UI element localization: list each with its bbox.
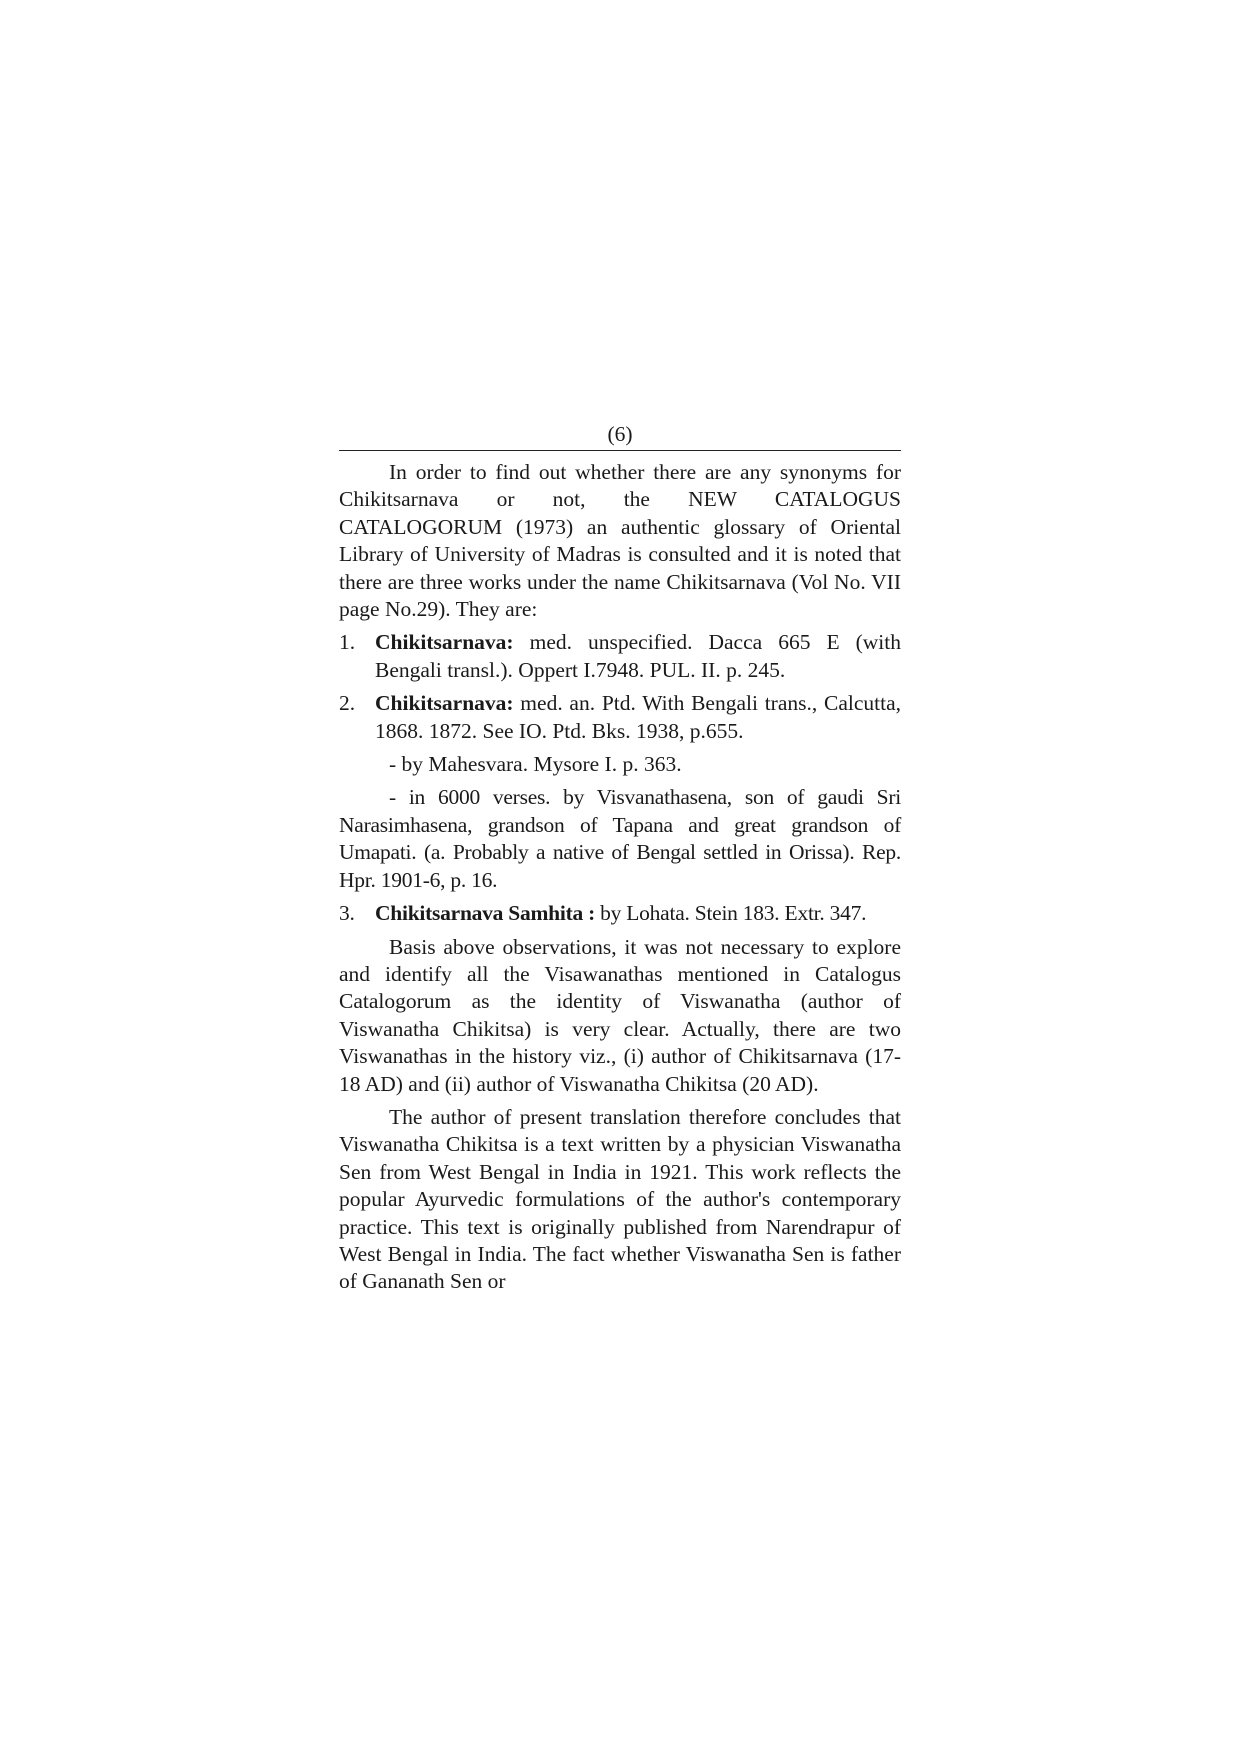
intro-paragraph: In order to find out whether there are any synonyms for Chikitsarnava or not, the NEW CATALOGUS CATALOGORUM (1973) an authentic glossary of Oriental Library of University of Madras is consulted and it is noted that there are three works under the name Chikitsarnava (Vol No. VII page No.29). They are: — [339, 460, 901, 622]
list-item-work-2 — [339, 690, 901, 745]
header-rule — [339, 450, 901, 451]
work-title: Chikitsarnava: — [375, 691, 514, 716]
page-content — [339, 420, 901, 1302]
work-title: Chikitsarnava: — [375, 630, 514, 655]
list-body — [375, 690, 901, 745]
work-description: med. unspecified. Dacca 665 E (with Bengali transl.). Oppert I.7948. PUL. II. p. 245. — [375, 630, 901, 682]
page-number: (6) — [607, 422, 633, 446]
list-item-work-3 — [339, 900, 901, 927]
work-title: Chikitsarnava Samhita : — [375, 901, 596, 926]
list-number: 3. — [339, 901, 355, 926]
list-number: 2. — [339, 691, 356, 716]
work-description: by Lohata. Stein 183. Extr. 347. — [595, 901, 867, 926]
sub-entry-visvanathasena: - in 6000 verses. by Visvanathasena, son of gaudi Sri Narasimhasena, grandson of Tapana and great grandson of Umapati. (a. Probably a native of Bengal settled in Orissa). Rep. Hpr. 1901-6, p. 16. — [339, 785, 901, 892]
conclusion-paragraph: The author of present translation therefore concludes that Viswanatha Chikitsa is a text written by a physician Viswanatha Sen from West Bengal in India in 1921. This work reflects the popular Ayurvedic formulations of the author's contemporary practice. This text is originally published from Narendrapur of West Bengal in India. The fact whether Viswanatha Sen is father of Gananath Sen or — [339, 1104, 901, 1294]
sub-entry-mahesvara: - by Mahesvara. Mysore I. p. 363. — [389, 752, 682, 777]
list-body — [375, 629, 901, 684]
work-description: med. an. Ptd. With Bengali trans., Calcutta, 1868. 1872. See IO. Ptd. Bks. 1938, p.655. — [375, 691, 901, 743]
list-item-work-1 — [339, 629, 901, 684]
list-body — [375, 900, 901, 927]
list-number: 1. — [339, 630, 356, 655]
basis-paragraph: Basis above observations, it was not necessary to explore and identify all the Visawanathas mentioned in Catalogus Catalogorum as the identity of Viswanatha (author of Viswanatha Chikitsa) is very clear. Actually, there are two Viswanathas in the history viz., (i) author of Chikitsarnava (17-18 AD) and (ii) author of Viswanatha Chikitsa (20 AD). — [339, 934, 901, 1096]
